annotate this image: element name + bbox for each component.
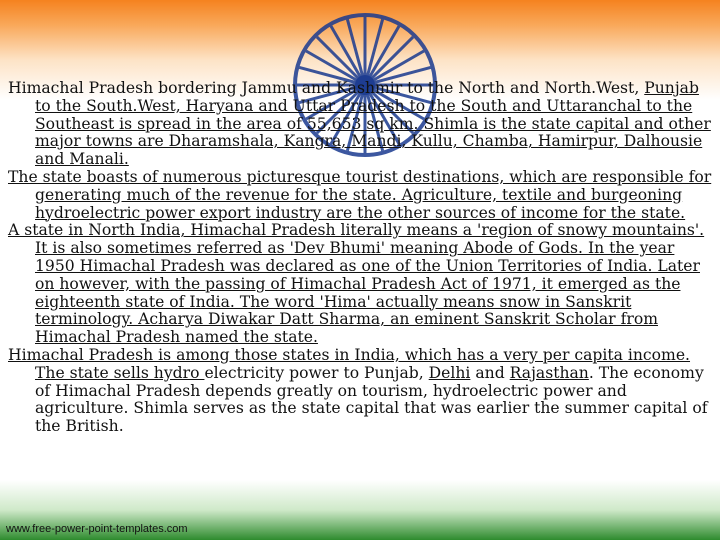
paragraph-text: Himachal Pradesh bordering Jammu and Kashmir to the North and North.West, xyxy=(8,79,645,97)
paragraph-text: Punjab to the South.West, Haryana and Uttar Pradesh to the South and Uttaranchal to the Southeast is spread in the area of 55,653 sq km. Shimla is the state capital and other major towns are Dharamshala, Kangra, Mandi, Kullu, Chamba, Hamirpur, Dalhousie and Manali. xyxy=(35,79,711,169)
paragraph-text: electricity power to Punjab, xyxy=(204,363,429,382)
paragraph-history xyxy=(8,222,716,347)
paragraph-text: A state in North India, Himachal Pradesh literally means a 'region of snowy mountains'. It is also sometimes referred as 'Dev Bhumi' meaning Abode of Gods. In the year 1950 Himachal Pradesh was declared as one of the Union Territories of India. Later on however, with the passing of Himachal Pradesh Act of 1971, it emerged as the eighteenth state of India. The word 'Hima' actually means snow in Sanskrit terminology. Acharya Diwakar Datt Sharma, an eminent Sanskrit Scholar from Himachal Pradesh named the state. xyxy=(8,221,705,347)
paragraph-economy xyxy=(8,347,716,436)
paragraph-borders xyxy=(8,80,716,169)
rajasthan-link[interactable]: Rajasthan xyxy=(509,363,589,382)
paragraph-text: and xyxy=(470,363,510,382)
footer-url: www.free-power-point-templates.com xyxy=(6,523,188,535)
text-body xyxy=(8,80,716,436)
paragraph-text: . The economy of Himachal Pradesh depends greatly on tourism, hydroelectric power and agriculture. Shimla serves as the state capital that was earlier the summer capital of the British. xyxy=(35,363,708,436)
paragraph-text: Himachal Pradesh is among those states in India, which has a very per capita income. The state sells hydro xyxy=(8,345,691,382)
delhi-link[interactable]: Delhi xyxy=(428,363,471,382)
paragraph-tourism xyxy=(8,169,716,222)
paragraph-text: The state boasts of numerous picturesque tourist destinations, which are responsible for generating much of the revenue for the state. Agriculture, textile and burgeoning hydroelectric power export industry are the other sources of income for the state. xyxy=(8,167,712,222)
